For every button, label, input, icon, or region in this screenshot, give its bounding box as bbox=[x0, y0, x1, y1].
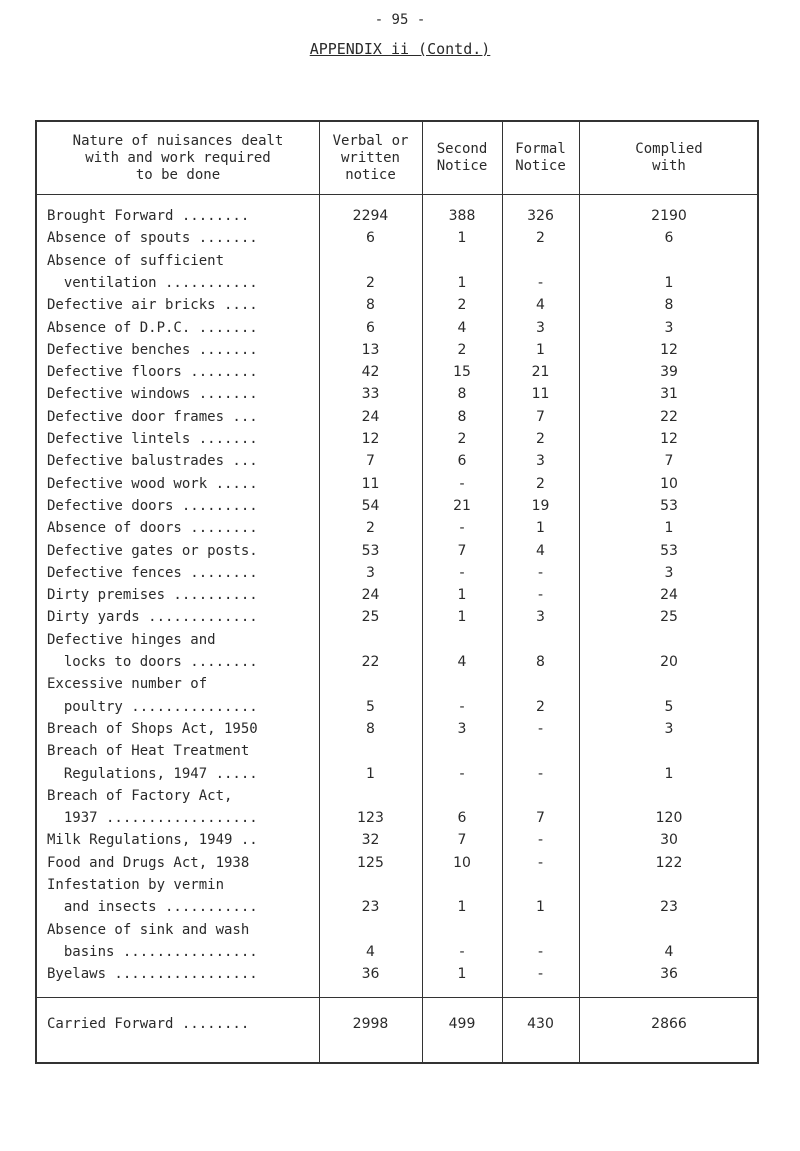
cell-complied: 10 bbox=[660, 475, 678, 492]
cell-second: 1 bbox=[457, 230, 467, 247]
cell-formal: 2 bbox=[536, 431, 545, 447]
table-row bbox=[37, 563, 757, 583]
total-verbal: 2998 bbox=[352, 1016, 389, 1032]
cell-formal: - bbox=[537, 966, 544, 983]
cell-formal: 2 bbox=[536, 475, 545, 492]
table-row bbox=[37, 607, 757, 627]
cell-verbal: 3 bbox=[366, 564, 375, 581]
cell-formal: 8 bbox=[536, 654, 545, 670]
row-label: Dirty premises .......... bbox=[47, 587, 258, 604]
table-row bbox=[37, 942, 757, 962]
row-label: Defective lintels ....... bbox=[47, 431, 258, 447]
cell-complied: 1 bbox=[664, 274, 674, 291]
row-label: ventilation ........... bbox=[47, 274, 258, 291]
table-row bbox=[37, 630, 757, 650]
table-row bbox=[37, 964, 757, 984]
cell-verbal: 24 bbox=[361, 587, 380, 604]
row-label: Dirty yards ............. bbox=[47, 609, 258, 626]
table-row bbox=[37, 830, 757, 850]
cell-verbal: 22 bbox=[361, 654, 380, 670]
table-row bbox=[37, 429, 757, 449]
cell-verbal: 13 bbox=[361, 341, 380, 358]
cell-formal: 2 bbox=[536, 230, 545, 247]
cell-complied: 25 bbox=[660, 609, 678, 626]
cell-second: - bbox=[459, 765, 465, 782]
table-row bbox=[37, 228, 757, 248]
cell-complied: 12 bbox=[660, 431, 678, 447]
cell-formal: - bbox=[537, 587, 544, 604]
cell-verbal: 53 bbox=[361, 542, 380, 559]
table-row bbox=[37, 496, 757, 516]
header-formal-notice: Formal Notice bbox=[515, 141, 566, 174]
cell-complied: 3 bbox=[664, 319, 674, 336]
cell-complied: 12 bbox=[660, 341, 678, 358]
table-row bbox=[37, 318, 757, 338]
cell-second: 6 bbox=[457, 453, 467, 470]
cell-complied: 31 bbox=[660, 386, 678, 403]
table-row bbox=[37, 295, 757, 315]
cell-second: - bbox=[459, 943, 465, 960]
cell-verbal: 5 bbox=[366, 698, 375, 715]
cell-complied: 1 bbox=[664, 765, 674, 782]
cell-second: 1 bbox=[457, 899, 467, 916]
cell-complied: 5 bbox=[664, 698, 674, 715]
cell-verbal: 2294 bbox=[352, 208, 389, 224]
cell-verbal: 24 bbox=[361, 408, 380, 425]
cell-second: 2 bbox=[457, 431, 467, 447]
cell-complied: 39 bbox=[660, 364, 678, 381]
cell-verbal: 125 bbox=[357, 854, 384, 871]
row-label: locks to doors ........ bbox=[47, 654, 258, 670]
cell-verbal: 8 bbox=[366, 720, 375, 737]
row-label: 1937 .................. bbox=[47, 810, 258, 827]
row-label: Defective benches ....... bbox=[47, 341, 258, 358]
cell-formal: - bbox=[537, 832, 544, 849]
cell-complied: 1 bbox=[664, 520, 674, 537]
total-row bbox=[37, 1014, 757, 1034]
cell-verbal: 123 bbox=[357, 810, 384, 827]
table-row bbox=[37, 853, 757, 873]
table-row bbox=[37, 541, 757, 561]
table-row bbox=[37, 697, 757, 717]
cell-complied: 53 bbox=[660, 542, 678, 559]
cell-second: 1 bbox=[457, 966, 467, 983]
cell-second: - bbox=[459, 698, 465, 715]
header-divider bbox=[37, 194, 757, 195]
table-row bbox=[37, 674, 757, 694]
cell-complied: 24 bbox=[660, 587, 678, 604]
cell-formal: 3 bbox=[536, 319, 545, 336]
row-label: and insects ........... bbox=[47, 899, 258, 916]
cell-verbal: 11 bbox=[361, 475, 380, 492]
cell-verbal: 25 bbox=[361, 609, 380, 626]
total-label: Carried Forward ........ bbox=[47, 1016, 250, 1032]
cell-second: - bbox=[459, 564, 465, 581]
cell-formal: 2 bbox=[536, 698, 545, 715]
cell-second: 2 bbox=[457, 297, 467, 314]
cell-complied: 30 bbox=[660, 832, 678, 849]
table-row bbox=[37, 362, 757, 382]
cell-formal: 7 bbox=[536, 810, 545, 827]
row-label: poultry ............... bbox=[47, 698, 258, 715]
table-row bbox=[37, 340, 757, 360]
cell-second: 2 bbox=[457, 341, 467, 358]
cell-verbal: 7 bbox=[366, 453, 375, 470]
cell-complied: 53 bbox=[660, 497, 678, 514]
cell-complied: 120 bbox=[655, 810, 683, 827]
row-label: Breach of Factory Act, bbox=[47, 787, 233, 804]
nuisances-table bbox=[35, 120, 759, 1064]
row-label: Breach of Heat Treatment bbox=[47, 743, 250, 760]
cell-formal: 1 bbox=[536, 899, 545, 916]
table-row bbox=[37, 518, 757, 538]
row-label: Absence of spouts ....... bbox=[47, 230, 258, 247]
row-label: Regulations, 1947 ..... bbox=[47, 765, 258, 782]
cell-second: 1 bbox=[457, 274, 467, 291]
cell-complied: 8 bbox=[664, 297, 674, 314]
table-row bbox=[37, 808, 757, 828]
cell-second: 7 bbox=[457, 832, 467, 849]
cell-formal: - bbox=[537, 765, 544, 782]
total-formal: 430 bbox=[527, 1016, 554, 1032]
cell-complied: 22 bbox=[660, 408, 678, 425]
cell-verbal: 32 bbox=[361, 832, 380, 849]
cell-second: 4 bbox=[457, 319, 467, 336]
row-label: Defective gates or posts. bbox=[47, 542, 258, 559]
cell-formal: - bbox=[537, 854, 544, 871]
cell-complied: 122 bbox=[655, 854, 683, 871]
table-row bbox=[37, 652, 757, 672]
header-complied-with: Complied with bbox=[635, 141, 703, 174]
row-label: Defective hinges and bbox=[47, 631, 216, 648]
header-verbal-notice: Verbal or written notice bbox=[332, 132, 409, 183]
table-row bbox=[37, 474, 757, 494]
cell-verbal: 2 bbox=[366, 274, 375, 291]
total-second: 499 bbox=[448, 1016, 476, 1032]
cell-formal: 3 bbox=[536, 453, 545, 470]
table-row bbox=[37, 741, 757, 761]
cell-second: 21 bbox=[453, 497, 471, 514]
row-label: Defective fences ........ bbox=[47, 564, 258, 581]
cell-verbal: 6 bbox=[366, 319, 375, 336]
cell-second: 388 bbox=[448, 208, 476, 224]
cell-second: 6 bbox=[457, 810, 467, 827]
row-label: Excessive number of bbox=[47, 676, 208, 693]
header-nature-of-nuisances: Nature of nuisances dealt with and work required to be done bbox=[72, 132, 284, 183]
cell-verbal: 42 bbox=[361, 364, 380, 381]
cell-formal: 11 bbox=[531, 386, 550, 403]
cell-complied: 7 bbox=[664, 453, 674, 470]
cell-second: 4 bbox=[457, 654, 467, 670]
table-row bbox=[37, 764, 757, 784]
row-label: Byelaws ................. bbox=[47, 966, 258, 983]
cell-verbal: 1 bbox=[366, 765, 375, 782]
row-label: Defective floors ........ bbox=[47, 364, 258, 381]
cell-second: - bbox=[459, 520, 465, 537]
table-row bbox=[37, 585, 757, 605]
row-label: Defective wood work ..... bbox=[47, 475, 258, 492]
cell-formal: 7 bbox=[536, 408, 545, 425]
cell-verbal: 12 bbox=[361, 431, 380, 447]
cell-formal: 19 bbox=[531, 497, 550, 514]
cell-verbal: 4 bbox=[366, 943, 375, 960]
cell-complied: 36 bbox=[660, 966, 678, 983]
cell-formal: - bbox=[537, 564, 544, 581]
cell-complied: 6 bbox=[664, 230, 674, 247]
cell-second: 1 bbox=[457, 609, 467, 626]
row-label: Food and Drugs Act, 1938 bbox=[47, 854, 250, 871]
cell-formal: 4 bbox=[536, 297, 545, 314]
cell-complied: 4 bbox=[664, 943, 674, 960]
table-row bbox=[37, 251, 757, 271]
header-second-notice: Second Notice bbox=[436, 141, 488, 174]
row-label: Breach of Shops Act, 1950 bbox=[47, 720, 258, 737]
total-divider bbox=[37, 997, 757, 998]
row-label: Brought Forward ........ bbox=[47, 208, 250, 224]
page-heading: APPENDIX ii (Contd.) bbox=[309, 40, 491, 58]
cell-formal: 1 bbox=[536, 341, 545, 358]
cell-verbal: 23 bbox=[361, 899, 380, 916]
row-label: Absence of sufficient bbox=[47, 252, 225, 269]
cell-formal: - bbox=[537, 720, 544, 737]
row-label: Defective door frames ... bbox=[47, 408, 258, 425]
cell-second: 15 bbox=[453, 364, 471, 381]
row-label: Defective windows ....... bbox=[47, 386, 258, 403]
row-label: Defective air bricks .... bbox=[47, 297, 258, 314]
table-row bbox=[37, 897, 757, 917]
cell-formal: 1 bbox=[536, 520, 545, 537]
cell-second: 8 bbox=[457, 386, 467, 403]
table-row bbox=[37, 206, 757, 226]
cell-verbal: 36 bbox=[361, 966, 380, 983]
table-row bbox=[37, 719, 757, 739]
cell-second: 10 bbox=[453, 854, 471, 871]
cell-second: 3 bbox=[457, 720, 467, 737]
cell-formal: - bbox=[537, 943, 544, 960]
table-row bbox=[37, 451, 757, 471]
cell-second: 8 bbox=[457, 408, 467, 425]
table-row bbox=[37, 407, 757, 427]
cell-verbal: 2 bbox=[366, 520, 375, 537]
row-label: Absence of doors ........ bbox=[47, 520, 258, 537]
cell-verbal: 6 bbox=[366, 230, 375, 247]
cell-complied: 2190 bbox=[651, 208, 687, 224]
row-label: Milk Regulations, 1949 .. bbox=[47, 832, 258, 849]
cell-complied: 20 bbox=[660, 654, 678, 670]
row-label: Absence of D.P.C. ....... bbox=[47, 319, 258, 336]
total-complied: 2866 bbox=[651, 1016, 687, 1032]
cell-verbal: 33 bbox=[361, 386, 380, 403]
cell-formal: 3 bbox=[536, 609, 545, 626]
table-row bbox=[37, 384, 757, 404]
cell-complied: 23 bbox=[660, 899, 678, 916]
row-label: Infestation by vermin bbox=[47, 877, 225, 893]
page-number: - 95 - bbox=[374, 12, 426, 28]
row-label: Defective balustrades ... bbox=[47, 453, 258, 470]
row-label: basins ................ bbox=[47, 943, 258, 960]
cell-second: 7 bbox=[457, 542, 467, 559]
table-row bbox=[37, 875, 757, 895]
table-row bbox=[37, 273, 757, 293]
table-row bbox=[37, 786, 757, 806]
cell-complied: 3 bbox=[664, 564, 674, 581]
cell-formal: - bbox=[537, 274, 544, 291]
cell-verbal: 8 bbox=[366, 297, 375, 314]
cell-complied: 3 bbox=[664, 720, 674, 737]
row-label: Defective doors ......... bbox=[47, 497, 258, 514]
cell-second: 1 bbox=[457, 587, 467, 604]
cell-second: - bbox=[459, 475, 465, 492]
cell-formal: 21 bbox=[531, 364, 550, 381]
cell-formal: 4 bbox=[536, 542, 545, 559]
row-label: Absence of sink and wash bbox=[47, 921, 250, 938]
cell-verbal: 54 bbox=[361, 497, 380, 514]
cell-formal: 326 bbox=[527, 208, 554, 224]
table-row bbox=[37, 920, 757, 940]
